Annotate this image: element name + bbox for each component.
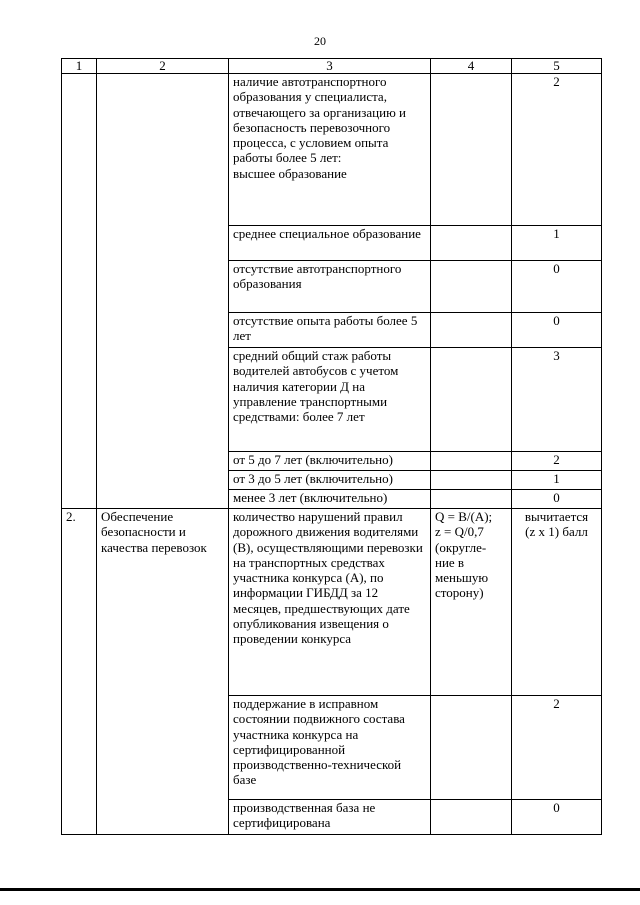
cell-formula [431, 226, 512, 261]
cell-formula [431, 348, 512, 452]
cell-formula [431, 490, 512, 509]
cell-score: 1 [512, 471, 602, 490]
cell-indicator: отсутствие автотранспортного образования [229, 261, 431, 313]
page-number: 20 [314, 34, 326, 48]
header-col-2: 2 [97, 59, 229, 74]
cell-indicator: производственная база не сертифицирована [229, 800, 431, 835]
cell-score: 2 [512, 74, 602, 226]
cell-indicator: среднее специальное образование [229, 226, 431, 261]
cell-continuation-criterion [97, 74, 229, 509]
cell-formula [431, 800, 512, 835]
cell-section-number: 2. [62, 509, 97, 835]
header-col-3: 3 [229, 59, 431, 74]
cell-score: 0 [512, 261, 602, 313]
cell-section-title: Обеспечение безопасности и качества перевозок [97, 509, 229, 835]
cell-formula [431, 313, 512, 348]
table-header-row [62, 59, 602, 74]
cell-indicator: поддержание в исправном состоянии подвижного состава участника конкурса на сертифицированной производственно-технической базе [229, 696, 431, 800]
table-row [62, 74, 602, 226]
cell-indicator: от 5 до 7 лет (включительно) [229, 452, 431, 471]
cell-score: 0 [512, 800, 602, 835]
cell-formula [431, 471, 512, 490]
header-col-4: 4 [431, 59, 512, 74]
cell-score: вычитается (z x 1) балл [512, 509, 602, 696]
cell-formula [431, 261, 512, 313]
table-row [62, 509, 602, 696]
cell-indicator: менее 3 лет (включительно) [229, 490, 431, 509]
cell-formula [431, 452, 512, 471]
cell-score: 1 [512, 226, 602, 261]
cell-score: 3 [512, 348, 602, 452]
header-col-5: 5 [512, 59, 602, 74]
cell-formula [431, 74, 512, 226]
cell-score: 0 [512, 490, 602, 509]
cell-score: 2 [512, 452, 602, 471]
cell-indicator: от 3 до 5 лет (включительно) [229, 471, 431, 490]
cell-formula: Q = B/(A); z = Q/0,7 (округле- ние в меньшую сторону) [431, 509, 512, 696]
header-col-1: 1 [62, 59, 97, 74]
cell-continuation-number [62, 74, 97, 509]
cell-indicator: количество нарушений правил дорожного движения водителями (В), осуществляющими перевозки на транспортных средствах участника конкурса (А), по информации ГИБДД за 12 месяцев, предшествующих дате опубликования извещения о проведении конкурса [229, 509, 431, 696]
cell-formula [431, 696, 512, 800]
cell-indicator: отсутствие опыта работы более 5 лет [229, 313, 431, 348]
cell-score: 0 [512, 313, 602, 348]
criteria-table [61, 58, 602, 835]
cell-score: 2 [512, 696, 602, 800]
bottom-rule [0, 888, 640, 891]
cell-indicator: наличие автотранспортного образования у специалиста, отвечающего за организацию и безопасность перевозочного процесса, с условием опыта работы более 5 лет: высшее образование [229, 74, 431, 226]
cell-indicator: средний общий стаж работы водителей автобусов с учетом наличия категории Д на управление транспортными средствами: более 7 лет [229, 348, 431, 452]
